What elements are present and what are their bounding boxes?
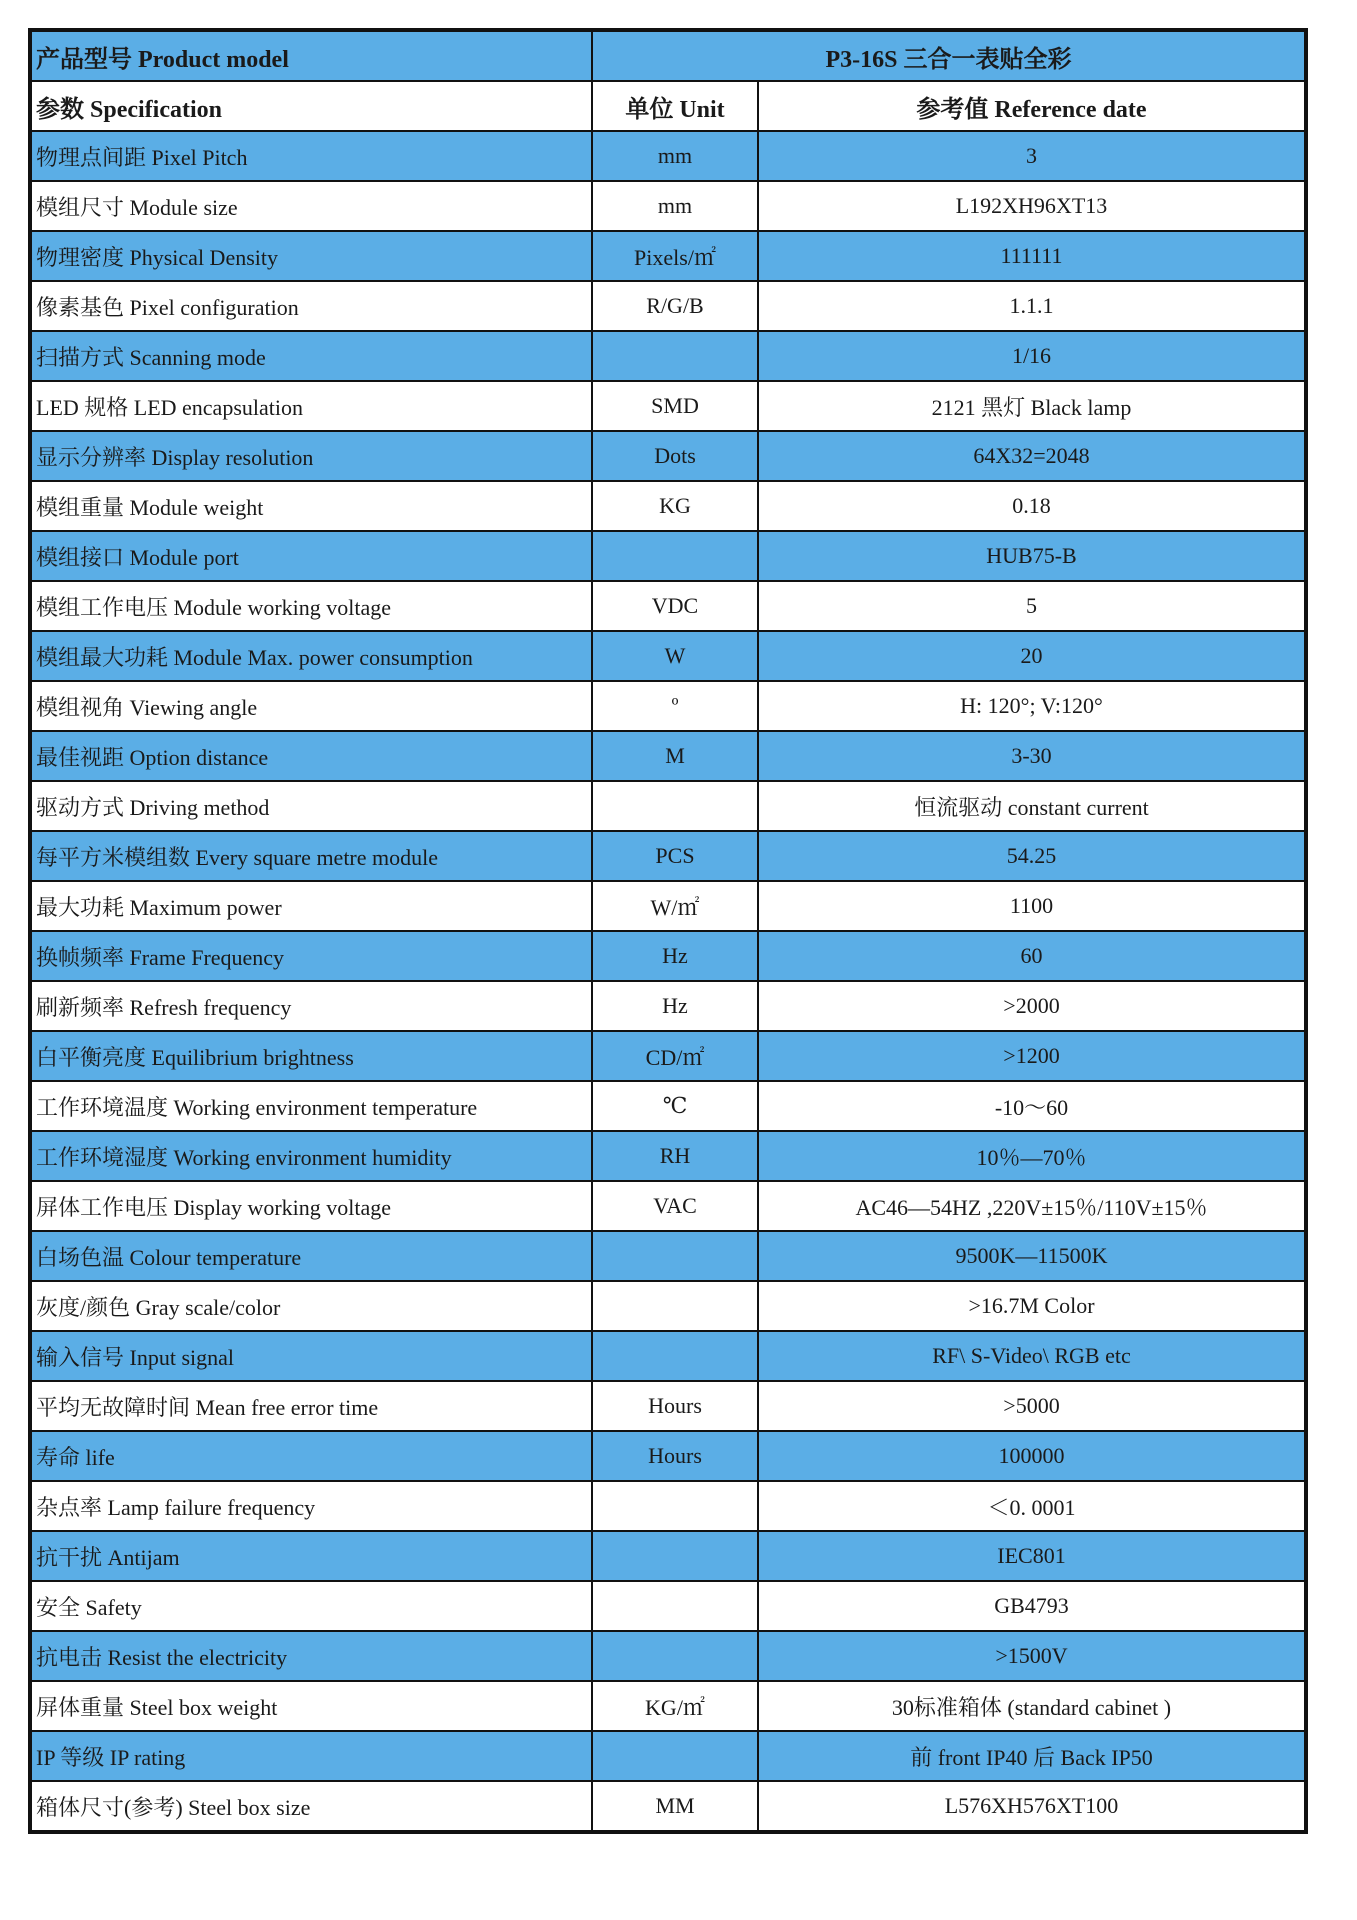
spec-value-cell: IEC801: [758, 1531, 1306, 1581]
table-row: [30, 931, 1306, 981]
spec-name-cell: 显示分辨率 Display resolution: [30, 431, 592, 481]
spec-name-cell: LED 规格 LED encapsulation: [30, 381, 592, 431]
table-row: [30, 1281, 1306, 1331]
spec-value-cell: 111111: [758, 231, 1306, 281]
spec-value-cell: 10％—70％: [758, 1131, 1306, 1181]
spec-name-cell: 模组重量 Module weight: [30, 481, 592, 531]
spec-unit-cell: Hz: [592, 981, 758, 1031]
spec-name-cell: 每平方米模组数 Every square metre module: [30, 831, 592, 881]
spec-unit-cell: º: [592, 681, 758, 731]
table-row: [30, 1081, 1306, 1131]
spec-value-cell: 前 front IP40 后 Back IP50: [758, 1731, 1306, 1781]
table-row: [30, 1381, 1306, 1431]
table-row: [30, 1031, 1306, 1081]
table-row: [30, 831, 1306, 881]
table-row: [30, 281, 1306, 331]
spec-unit-cell: Hz: [592, 931, 758, 981]
spec-value-cell: 0.18: [758, 481, 1306, 531]
spec-value-cell: 30标准箱体 (standard cabinet ): [758, 1681, 1306, 1731]
spec-table: [28, 28, 1308, 1834]
spec-value-cell: 60: [758, 931, 1306, 981]
table-row: [30, 231, 1306, 281]
spec-name-cell: 最佳视距 Option distance: [30, 731, 592, 781]
spec-name-cell: 抗电击 Resist the electricity: [30, 1631, 592, 1681]
spec-name-cell: 输入信号 Input signal: [30, 1331, 592, 1381]
spec-unit-cell: [592, 1531, 758, 1581]
spec-name-cell: 安全 Safety: [30, 1581, 592, 1631]
header-unit: 单位 Unit: [592, 81, 758, 131]
spec-unit-cell: VDC: [592, 581, 758, 631]
spec-value-cell: 3: [758, 131, 1306, 181]
spec-value-cell: 1/16: [758, 331, 1306, 381]
spec-value-cell: 5: [758, 581, 1306, 631]
spec-value-cell: H: 120°; V:120°: [758, 681, 1306, 731]
table-row: [30, 431, 1306, 481]
spec-unit-cell: [592, 531, 758, 581]
product-model-value: P3-16S 三合一表贴全彩: [592, 30, 1306, 81]
spec-value-cell: >1500V: [758, 1631, 1306, 1681]
spec-name-cell: 抗干扰 Antijam: [30, 1531, 592, 1581]
spec-value-cell: >16.7M Color: [758, 1281, 1306, 1331]
spec-unit-cell: [592, 1331, 758, 1381]
spec-value-cell: 9500K—11500K: [758, 1231, 1306, 1281]
spec-unit-cell: [592, 1481, 758, 1531]
spec-value-cell: >1200: [758, 1031, 1306, 1081]
spec-name-cell: 白场色温 Colour temperature: [30, 1231, 592, 1281]
spec-value-cell: 1.1.1: [758, 281, 1306, 331]
spec-name-cell: 寿命 life: [30, 1431, 592, 1481]
spec-unit-cell: SMD: [592, 381, 758, 431]
table-row: [30, 1631, 1306, 1681]
spec-name-cell: 换帧频率 Frame Frequency: [30, 931, 592, 981]
spec-value-cell: AC46—54HZ ,220V±15％/110V±15％: [758, 1181, 1306, 1231]
header-value: 参考值 Reference date: [758, 81, 1306, 131]
table-row: [30, 1581, 1306, 1631]
spec-name-cell: 物理点间距 Pixel Pitch: [30, 131, 592, 181]
table-row: [30, 531, 1306, 581]
spec-unit-cell: KG: [592, 481, 758, 531]
spec-unit-cell: ℃: [592, 1081, 758, 1131]
spec-name-cell: 工作环境湿度 Working environment humidity: [30, 1131, 592, 1181]
table-row: [30, 1681, 1306, 1731]
table-row: [30, 681, 1306, 731]
spec-value-cell: GB4793: [758, 1581, 1306, 1631]
table-row: [30, 1481, 1306, 1531]
spec-unit-cell: mm: [592, 181, 758, 231]
table-row: [30, 1431, 1306, 1481]
table-row: [30, 381, 1306, 431]
table-row: [30, 1331, 1306, 1381]
table-row: [30, 131, 1306, 181]
spec-name-cell: 灰度/颜色 Gray scale/color: [30, 1281, 592, 1331]
spec-value-cell: -10～60: [758, 1081, 1306, 1131]
spec-value-cell: RF\ S-Video\ RGB etc: [758, 1331, 1306, 1381]
spec-unit-cell: Hours: [592, 1381, 758, 1431]
spec-unit-cell: [592, 781, 758, 831]
spec-name-cell: 屏体工作电压 Display working voltage: [30, 1181, 592, 1231]
spec-value-cell: 54.25: [758, 831, 1306, 881]
spec-value-cell: 3-30: [758, 731, 1306, 781]
spec-name-cell: 物理密度 Physical Density: [30, 231, 592, 281]
spec-value-cell: 2121 黑灯 Black lamp: [758, 381, 1306, 431]
spec-unit-cell: M: [592, 731, 758, 781]
spec-name-cell: 白平衡亮度 Equilibrium brightness: [30, 1031, 592, 1081]
spec-unit-cell: Pixels/㎡: [592, 231, 758, 281]
header-row: [30, 81, 1306, 131]
spec-table-body: [30, 30, 1306, 1832]
title-row: [30, 30, 1306, 81]
spec-value-cell: 恒流驱动 constant current: [758, 781, 1306, 831]
spec-unit-cell: R/G/B: [592, 281, 758, 331]
spec-name-cell: 模组最大功耗 Module Max. power consumption: [30, 631, 592, 681]
spec-unit-cell: [592, 1281, 758, 1331]
spec-unit-cell: Dots: [592, 431, 758, 481]
table-row: [30, 481, 1306, 531]
table-row: [30, 581, 1306, 631]
spec-unit-cell: MM: [592, 1781, 758, 1832]
spec-name-cell: 平均无故障时间 Mean free error time: [30, 1381, 592, 1431]
table-row: [30, 181, 1306, 231]
table-row: [30, 631, 1306, 681]
spec-name-cell: 最大功耗 Maximum power: [30, 881, 592, 931]
table-row: [30, 1181, 1306, 1231]
table-row: [30, 1781, 1306, 1832]
spec-name-cell: 工作环境温度 Working environment temperature: [30, 1081, 592, 1131]
header-spec: 参数 Specification: [30, 81, 592, 131]
spec-unit-cell: [592, 1231, 758, 1281]
spec-value-cell: ＜0. 0001: [758, 1481, 1306, 1531]
spec-unit-cell: [592, 331, 758, 381]
table-row: [30, 1131, 1306, 1181]
table-row: [30, 981, 1306, 1031]
spec-name-cell: 像素基色 Pixel configuration: [30, 281, 592, 331]
spec-name-cell: 杂点率 Lamp failure frequency: [30, 1481, 592, 1531]
spec-name-cell: 扫描方式 Scanning mode: [30, 331, 592, 381]
table-row: [30, 1731, 1306, 1781]
spec-unit-cell: [592, 1631, 758, 1681]
spec-unit-cell: Hours: [592, 1431, 758, 1481]
spec-name-cell: 模组工作电压 Module working voltage: [30, 581, 592, 631]
spec-unit-cell: W/㎡: [592, 881, 758, 931]
spec-unit-cell: PCS: [592, 831, 758, 881]
spec-value-cell: 64X32=2048: [758, 431, 1306, 481]
spec-value-cell: L192XH96XT13: [758, 181, 1306, 231]
table-row: [30, 881, 1306, 931]
spec-unit-cell: RH: [592, 1131, 758, 1181]
spec-unit-cell: KG/㎡: [592, 1681, 758, 1731]
table-row: [30, 1231, 1306, 1281]
spec-name-cell: 驱动方式 Driving method: [30, 781, 592, 831]
spec-value-cell: >5000: [758, 1381, 1306, 1431]
table-row: [30, 331, 1306, 381]
spec-value-cell: 100000: [758, 1431, 1306, 1481]
table-row: [30, 731, 1306, 781]
spec-value-cell: HUB75-B: [758, 531, 1306, 581]
spec-unit-cell: mm: [592, 131, 758, 181]
spec-unit-cell: [592, 1581, 758, 1631]
spec-value-cell: 1100: [758, 881, 1306, 931]
spec-value-cell: 20: [758, 631, 1306, 681]
spec-value-cell: L576XH576XT100: [758, 1781, 1306, 1832]
spec-name-cell: 箱体尺寸(参考) Steel box size: [30, 1781, 592, 1832]
spec-name-cell: 屏体重量 Steel box weight: [30, 1681, 592, 1731]
spec-name-cell: 刷新频率 Refresh frequency: [30, 981, 592, 1031]
table-row: [30, 781, 1306, 831]
spec-name-cell: 模组视角 Viewing angle: [30, 681, 592, 731]
spec-name-cell: 模组接口 Module port: [30, 531, 592, 581]
spec-unit-cell: [592, 1731, 758, 1781]
spec-unit-cell: CD/㎡: [592, 1031, 758, 1081]
spec-unit-cell: VAC: [592, 1181, 758, 1231]
spec-name-cell: IP 等级 IP rating: [30, 1731, 592, 1781]
table-row: [30, 1531, 1306, 1581]
product-model-label: 产品型号 Product model: [30, 30, 592, 81]
spec-value-cell: >2000: [758, 981, 1306, 1031]
spec-name-cell: 模组尺寸 Module size: [30, 181, 592, 231]
spec-unit-cell: W: [592, 631, 758, 681]
